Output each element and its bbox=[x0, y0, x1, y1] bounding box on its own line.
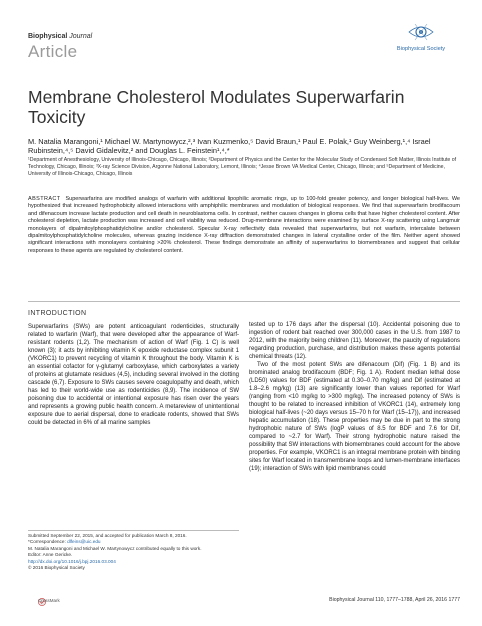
intro-paragraph: Superwarfarins (SWs) are potent anticoagulant rodenticides, structurally related to warfarin (Warf), that were developed after the appearance of Warf-resistant rodents (1,2). The mechanism of action of Warf (Fig. 1 C) is well known (3); it acts by inhibiting vitamin K epoxide reductase complex subunit 1 (VKORC1) to prevent recycling of vitamin K throughout the body. Vitamin K is an essential cofactor for γ-glutamyl carboxylase, which carboxylates a variety of proteins at glutamate residues (4,5), including several involved in the clotting cascade (6,7). Exposure to SWs causes severe coagulopathy and death, which has led to their world-wide use as rodenticides (8,9). The incidence of SW poisoning due to accidental or intentional exposure has risen over the years and represents a growing public health concern. A metareview of unintentional exposure due to aerial dispersal, done to eradicate rodents, showed that SWs could be detected in 6% of all marine samples bbox=[28, 324, 239, 426]
submission-dates: Submitted September 22, 2015, and accepted for publication March 8, 2016. bbox=[28, 533, 187, 538]
intro-paragraph: Two of the most potent SWs are difenacoum (Dif) (Fig. 1 B) and its brominated analog brodifacoum (BDF; Fig. 1 A). Rodent median lethal dose (LD50) values for BDF (estimated at 0.30–0.70 mg/kg) and Dif (estimated at 1.8–2.6 mg/kg) (13) are significantly lower than values reported for Warf (ranging from <10 mg/kg to >300 mg/kg). The increased potency of SWs is thought to be related to increased inhibition of VKORC1 (14), extremely long biological half-lives (~20 days versus 15–70 h for Warf (15–17)), and increased hepatic accumulation (18). These properties may be due in part to the strong hydrophobic nature of SWs (logP values of 8.5 for BDF and 7.6 for Dif, compared to ~2.7 for Warf). Their strong hydrophobic nature raised the possibility that SW interactions with biomembranes could account for the above properties. For example, VKORC1 is an integral membrane protein with binding sites for Warf located in transmembrane loops and lumen-membrane interfaces (19); interaction of SWs with lipid membranes could bbox=[249, 362, 460, 472]
affiliations: ¹Department of Anesthesiology, University of Illinois-Chicago, Chicago, Illinois; ²Department of Physics and the Center for the Molecular Study of Condensed Soft Matter, Illinois Institute of Technology, Chicago, Illinois; ³X-ray Science Division, Argonne National Laboratory, Lemont, Illinois; ⁴Jesse Brown VA Medical Center, Chicago, Illinois; and ⁵Department of Medicine, University of Illinois-Chicago, Chicago, Illinois bbox=[28, 157, 457, 177]
body-column-right bbox=[249, 321, 460, 473]
journal-name-plain: Biophysical bbox=[28, 33, 68, 40]
journal-name-italic: Journal bbox=[69, 33, 93, 40]
citation-footer: Biophysical Journal 110, 1777–1788, April 26, 2016 1777 bbox=[329, 597, 460, 603]
introduction-heading: INTRODUCTION bbox=[28, 310, 87, 317]
section-divider bbox=[28, 301, 460, 302]
footnote-divider bbox=[28, 530, 239, 531]
correspondence-label: *Correspondence: bbox=[28, 539, 66, 545]
abstract bbox=[28, 196, 460, 255]
footnotes bbox=[28, 533, 239, 571]
abstract-text: Superwarfarins are modified analogs of warfarin with additional lipophilic aromatic rings, up to 100-fold greater potency, and longer biological half-lives. We hypothesized that increased hydrophobicity allowed interactions with amphiphilic membranes and modulation of biological responses. We find that superwarfarin brodifacoum and difenacoum increase lactate production and cell death in neuroblastoma cells. In contrast, neither causes changes in glioma cells that have higher cholesterol content. After cholesterol depletion, lactate production was increased and cell viability was reduced. Drug-membrane interactions were examined by surface X-ray scattering using Langmuir monolayers of dipalmitoylphosphatidylcholine and/or cholesterol. Specular X-ray reflectivity data revealed that superwarfarins, but not warfarin, intercalate between dipalmitoylphosphatidylcholine molecules, whereas grazing incidence X-ray diffraction demonstrated changes in lateral crystalline order of the film. Neither agent showed significant interactions with monolayers containing >20% cholesterol. These findings demonstrate an affinity of superwarfarins to biomembranes and suggest that cellular responses to these agents are regulated by cholesterol content. bbox=[28, 196, 460, 254]
journal-name bbox=[28, 33, 92, 40]
doi-link[interactable]: http://dx.doi.org/10.1016/j.bpj.2016.03.004 bbox=[28, 558, 116, 564]
society-logo-icon bbox=[389, 22, 453, 46]
correspondence-email-link[interactable]: dlfeins@uic.edu bbox=[67, 539, 101, 545]
author-list: M. Natalia Marangoni,¹ Michael W. Martynowycz,²,³ Ivan Kuzmenko,⁵ David Braun,¹ Paul E. Polak,¹ Guy Weinberg,¹,⁴ Israel Rubinstein,⁴,⁵ David Gidalevitz,² and Douglas L. Feinstein¹,⁴,* bbox=[28, 137, 431, 156]
copyright-notice: © 2016 Biophysical Society bbox=[28, 565, 85, 571]
equal-contribution-note: M. Natalia Marangoni and Michael W. Martynowycz contributed equally to this work. bbox=[28, 545, 202, 551]
article-type-label: Article bbox=[28, 42, 78, 61]
society-logo-text: Biophysical Society bbox=[396, 46, 446, 52]
body-column-left bbox=[28, 323, 239, 427]
article-title: Membrane Cholesterol Modulates Superwarfarin Toxicity bbox=[28, 87, 405, 127]
abstract-label: ABSTRACT bbox=[28, 196, 61, 202]
editor-note: Editor: Anne Gericke. bbox=[28, 552, 73, 558]
biophysical-society-logo bbox=[389, 22, 453, 54]
intro-paragraph: tested up to 176 days after the dispersal (10). Accidental poisoning due to ingestion of rodent bait reached over 300,000 cases in the U.S. from 1987 to 2012, with the majority being children (11). Moreover, the paucity of regulations regarding production, purchase, and distribution makes these agents potential chemical threats (12). bbox=[249, 322, 460, 360]
crossmark-label[interactable]: CrossMark bbox=[38, 598, 60, 603]
